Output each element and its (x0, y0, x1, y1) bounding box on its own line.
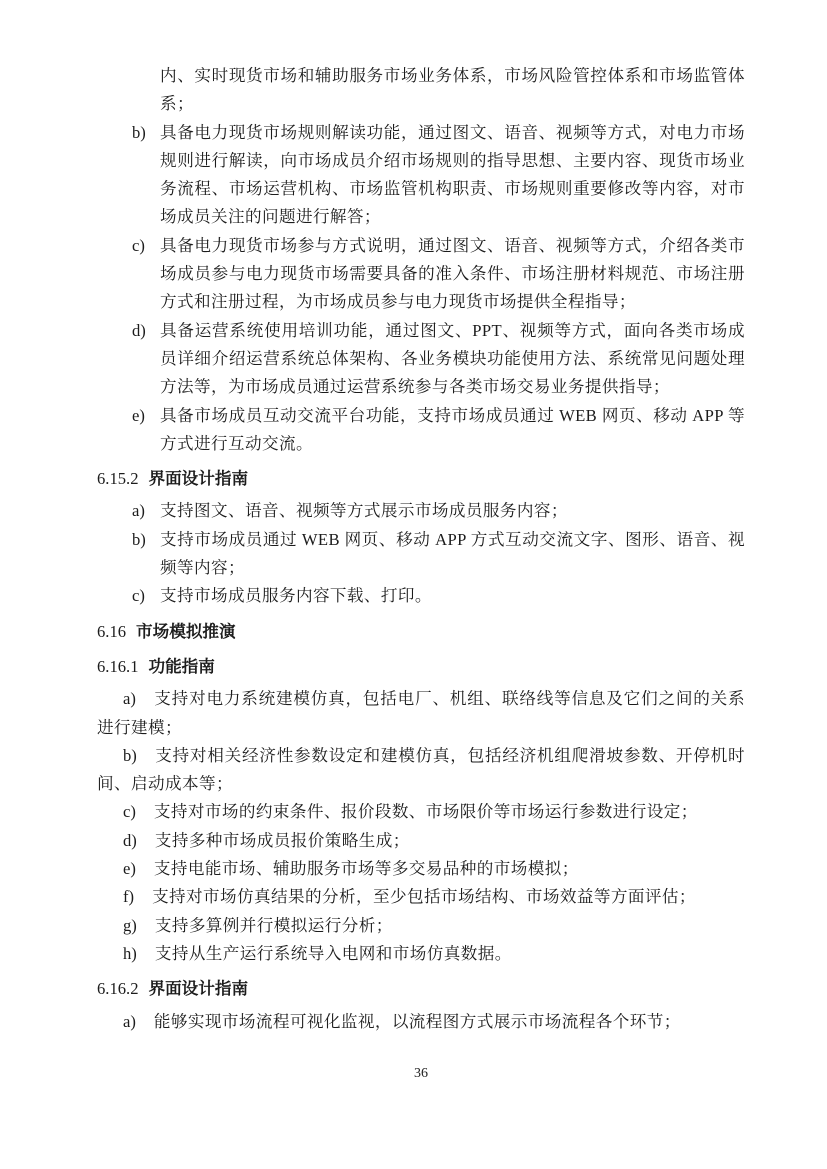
list-item-text: 支持对市场的约束条件、报价段数、市场限价等市场运行参数进行设定； (153, 802, 698, 822)
list-item (97, 827, 745, 855)
list-item-text: 支持市场成员服务内容下载、打印。 (160, 586, 432, 606)
list-item (97, 940, 745, 968)
list-6-16-2-items (97, 1008, 745, 1036)
list-item (97, 582, 745, 610)
heading-title: 功能指南 (148, 656, 215, 676)
list-item (97, 742, 745, 799)
list-item (97, 1008, 745, 1036)
list-item-label: a) (123, 689, 136, 709)
list-item (97, 526, 745, 583)
heading-title: 界面设计指南 (148, 979, 249, 999)
list-item-label: f) (123, 887, 135, 907)
list-item-text: 支持对市场仿真结果的分析，至少包括市场结构、市场效益等方面评估； (152, 887, 696, 907)
list-item (97, 855, 745, 883)
list-item-label: a) (123, 1011, 136, 1031)
list-item-text: 具备市场成员互动交流平台功能，支持市场成员通过 WEB 网页、移动 APP 等方式进行互动交流。 (160, 405, 745, 453)
heading-number: 6.16.1 (97, 656, 139, 676)
list-item-text: 具备运营系统使用培训功能，通过图文、PPT、视频等方式，面向各类市场成员详细介绍运营系统总体架构、各业务模块功能使用方法、系统常见问题处理方法等，为市场成员通过运营系统参与各类市场交易业务提供指导； (160, 320, 745, 397)
list-item-text: 支持多算例并行模拟运行分析； (154, 915, 393, 935)
list-item (97, 883, 745, 911)
list-item-label: a) (132, 501, 145, 521)
section-heading-6-16-2 (97, 975, 745, 1003)
list-item (97, 685, 745, 742)
section-heading-6-16 (97, 618, 745, 646)
list-item-label: d) (123, 830, 137, 850)
list-item-label: g) (123, 915, 137, 935)
list-item (97, 119, 745, 232)
list-item-text: 支持对相关经济性参数设定和建模仿真，包括经济机组爬滑坡参数、开停机时间、启动成本等； (97, 745, 745, 794)
list-item-label: e) (132, 405, 145, 425)
list-item-text: 内、实时现货市场和辅助服务市场业务体系，市场风险管控体系和市场监管体系； (160, 66, 745, 114)
heading-title: 市场模拟推演 (136, 621, 236, 641)
list-item-label: b) (132, 122, 146, 142)
list-6-15-1-items (97, 62, 745, 458)
list-item-text: 支持多种市场成员报价策略生成； (154, 830, 410, 850)
page-number: 36 (414, 1065, 428, 1081)
list-item-label: b) (132, 529, 146, 549)
list-item-label: c) (123, 802, 136, 822)
list-item-text: 能够实现市场流程可视化监视，以流程图方式展示市场流程各个环节； (153, 1011, 681, 1031)
list-item-label: e) (123, 859, 136, 879)
list-item (97, 62, 745, 119)
list-item-text: 支持图文、语音、视频等方式展示市场成员服务内容； (160, 501, 568, 521)
list-item-label: h) (123, 943, 137, 963)
list-item-text: 具备电力现货市场参与方式说明，通过图文、语音、视频等方式，介绍各类市场成员参与电力现货市场需要具备的准入条件、市场注册材料规范、市场注册方式和注册过程，为市场成员参与电力现货市场提供全程指导； (160, 235, 745, 312)
heading-number: 6.15.2 (97, 469, 139, 489)
list-6-16-1-items (97, 685, 745, 968)
list-item (97, 912, 745, 940)
heading-title: 界面设计指南 (148, 469, 249, 489)
section-heading-6-16-1 (97, 653, 745, 681)
list-item-text: 支持对电力系统建模仿真，包括电厂、机组、联络线等信息及它们之间的关系进行建模； (97, 689, 745, 737)
list-item-text: 支持电能市场、辅助服务市场等多交易品种的市场模拟； (153, 859, 579, 879)
list-6-15-2-items (97, 497, 745, 610)
list-item-text: 支持从生产运行系统导入电网和市场仿真数据。 (154, 943, 512, 963)
list-item (97, 232, 745, 317)
list-item-text: 具备电力现货市场规则解读功能，通过图文、语音、视频等方式，对电力市场规则进行解读，向市场成员介绍市场规则的指导思想、主要内容、现货市场业务流程、市场运营机构、市场监管机构职责、市场规则重要修改等内容，对市场成员关注的问题进行解答； (160, 122, 745, 227)
list-item-label: d) (132, 320, 146, 340)
list-item-label: b) (123, 745, 137, 765)
heading-number: 6.16.2 (97, 979, 139, 999)
list-item (97, 497, 745, 525)
heading-number: 6.16 (97, 621, 127, 641)
list-item-label: c) (132, 586, 145, 606)
list-item-label: c) (132, 235, 145, 255)
list-item (97, 798, 745, 826)
list-item-text: 支持市场成员通过 WEB 网页、移动 APP 方式互动交流文字、图形、语音、视频等内容； (160, 529, 745, 578)
section-heading-6-15-2 (97, 465, 745, 493)
list-item (97, 402, 745, 459)
list-item (97, 317, 745, 402)
